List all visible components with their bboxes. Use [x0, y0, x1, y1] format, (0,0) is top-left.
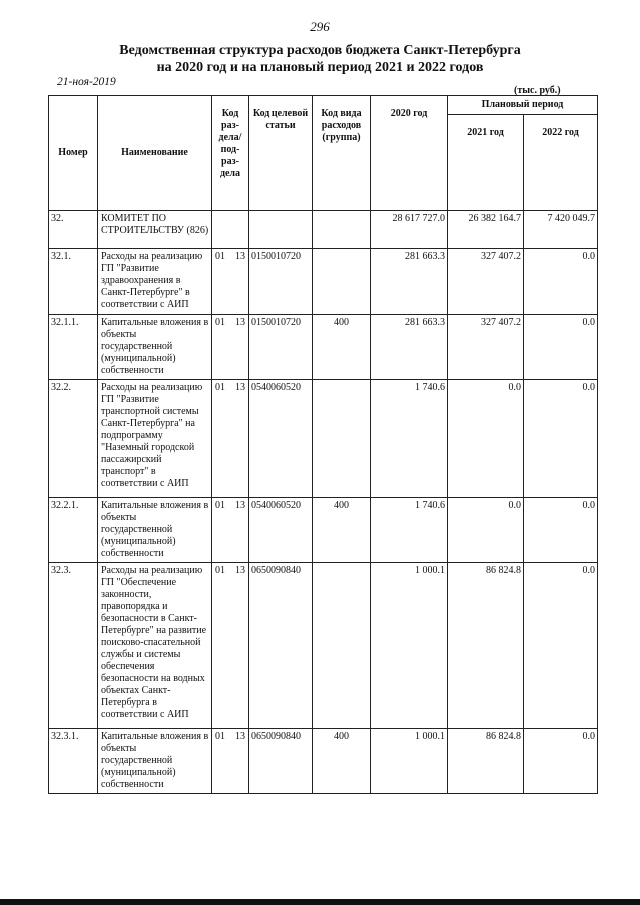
budget-table — [48, 95, 598, 794]
row-section — [212, 729, 249, 794]
row-2022: 7 420 049.7 — [524, 211, 598, 249]
row-subsection-code: 13 — [235, 251, 245, 262]
row-expense-type: 400 — [313, 729, 371, 794]
row-subsection-code: 13 — [235, 731, 245, 742]
row-2020: 281 663.3 — [371, 249, 448, 315]
row-section-code: 01 — [215, 565, 225, 576]
page-number: 296 — [310, 19, 330, 34]
row-section-code: 01 — [215, 382, 225, 393]
row-section-code: 01 — [215, 731, 225, 742]
row-2022: 0.0 — [524, 729, 598, 794]
row-2021: 327 407.2 — [448, 249, 524, 315]
title-line-1: Ведомственная структура расходов бюджета Санкт-Петербурга — [119, 43, 521, 58]
row-2021: 26 382 164.7 — [448, 211, 524, 249]
units-label: (тыс. руб.) — [514, 85, 561, 96]
row-number: 32.2.1. — [49, 498, 98, 563]
table-row — [49, 380, 598, 498]
row-expense-type — [313, 249, 371, 315]
row-expense-type — [313, 380, 371, 498]
row-section — [212, 563, 249, 729]
header-2022: 2022 год — [524, 115, 598, 211]
row-2022: 0.0 — [524, 249, 598, 315]
row-2021: 86 824.8 — [448, 563, 524, 729]
header-number: Номер — [49, 96, 98, 211]
row-number: 32.1. — [49, 249, 98, 315]
row-section — [212, 498, 249, 563]
row-name: КОМИТЕТ ПО СТРОИТЕЛЬСТВУ (826) — [98, 211, 212, 249]
row-number: 32.2. — [49, 380, 98, 498]
row-2020: 1 000.1 — [371, 729, 448, 794]
row-section — [212, 380, 249, 498]
table-row — [49, 249, 598, 315]
row-2021: 86 824.8 — [448, 729, 524, 794]
header-expense-type: Код вида расходов (группа) — [313, 96, 371, 211]
row-target-code: 0150010720 — [249, 249, 313, 315]
row-2021: 327 407.2 — [448, 315, 524, 380]
row-section — [212, 315, 249, 380]
row-section — [212, 211, 249, 249]
header-planning-period: Плановый период — [448, 96, 598, 115]
row-section-code: 01 — [215, 500, 225, 511]
row-subsection-code: 13 — [235, 565, 245, 576]
row-2022: 0.0 — [524, 563, 598, 729]
row-name: Капитальные вложения в объекты государственной (муниципальной) собственности — [98, 315, 212, 380]
table-row — [49, 563, 598, 729]
header-2020: 2020 год — [371, 96, 448, 211]
header-target: Код целевой статьи — [249, 96, 313, 211]
row-expense-type: 400 — [313, 498, 371, 563]
row-target-code: 0650090840 — [249, 563, 313, 729]
row-2021: 0.0 — [448, 498, 524, 563]
document-date: 21-ноя-2019 — [57, 76, 116, 88]
row-target-code: 0150010720 — [249, 315, 313, 380]
row-expense-type — [313, 563, 371, 729]
row-name: Расходы на реализацию ГП "Развитие здравоохранения в Санкт-Петербурге" в соответствии с АИП — [98, 249, 212, 315]
row-2020: 28 617 727.0 — [371, 211, 448, 249]
row-section-code: 01 — [215, 317, 225, 328]
row-subsection-code: 13 — [235, 317, 245, 328]
row-target-code: 0540060520 — [249, 498, 313, 563]
table-row — [49, 211, 598, 249]
table-row — [49, 315, 598, 380]
row-name: Капитальные вложения в объекты государственной (муниципальной) собственности — [98, 729, 212, 794]
row-section-code: 01 — [215, 251, 225, 262]
row-number: 32.1.1. — [49, 315, 98, 380]
row-2020: 281 663.3 — [371, 315, 448, 380]
table-row — [49, 498, 598, 563]
row-number: 32. — [49, 211, 98, 249]
row-2021: 0.0 — [448, 380, 524, 498]
document-title — [0, 42, 640, 76]
row-2022: 0.0 — [524, 498, 598, 563]
row-2020: 1 740.6 — [371, 380, 448, 498]
row-expense-type: 400 — [313, 315, 371, 380]
header-section: Код раз- дела/ под- раз- дела — [212, 96, 249, 211]
row-target-code: 0540060520 — [249, 380, 313, 498]
row-expense-type — [313, 211, 371, 249]
row-subsection-code: 13 — [235, 500, 245, 511]
row-2022: 0.0 — [524, 315, 598, 380]
row-target-code — [249, 211, 313, 249]
row-name: Капитальные вложения в объекты государственной (муниципальной) собственности — [98, 498, 212, 563]
row-subsection-code: 13 — [235, 382, 245, 393]
page-bottom-edge — [0, 899, 640, 905]
row-name: Расходы на реализацию ГП "Развитие транспортной системы Санкт-Петербурга" на подпрограмму "Наземный городской пассажирский транспорт" в соответствии с АИП — [98, 380, 212, 498]
row-target-code: 0650090840 — [249, 729, 313, 794]
row-name: Расходы на реализацию ГП "Обеспечение законности, правопорядка и безопасности в Санкт-Петербурге" на развитие поисково-спасательной службы и системы обеспечения безопасности на водных объектах Санкт-Петербурга в соответствии с АИП — [98, 563, 212, 729]
title-line-2: на 2020 год и на плановый период 2021 и 2022 годов — [156, 60, 484, 75]
table-row — [49, 729, 598, 794]
row-number: 32.3. — [49, 563, 98, 729]
row-2022: 0.0 — [524, 380, 598, 498]
header-name: Наименование — [98, 96, 212, 211]
row-2020: 1 740.6 — [371, 498, 448, 563]
header-2021: 2021 год — [448, 115, 524, 211]
row-2020: 1 000.1 — [371, 563, 448, 729]
row-section — [212, 249, 249, 315]
row-number: 32.3.1. — [49, 729, 98, 794]
